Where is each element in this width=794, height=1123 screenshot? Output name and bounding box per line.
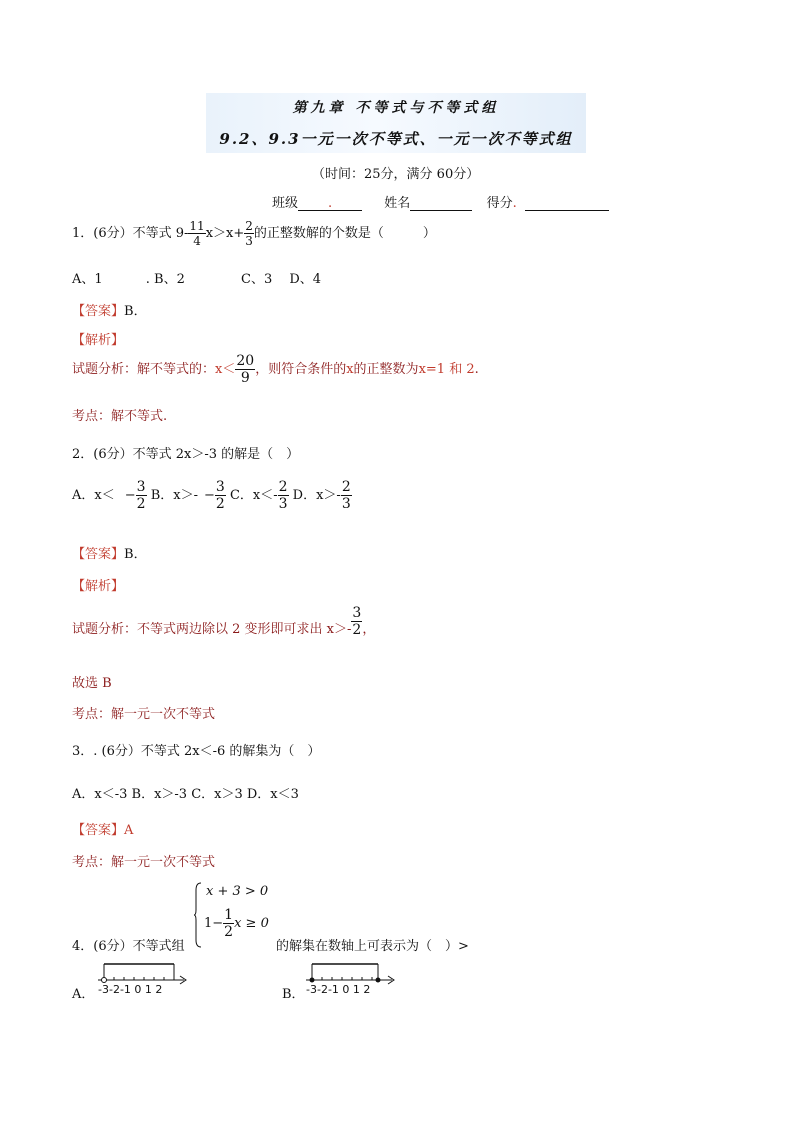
q2-option-b: B．x＞-	[146, 488, 198, 503]
q3-answer-value: A	[124, 823, 134, 838]
q1-answer	[72, 300, 147, 319]
q3-answer	[72, 819, 133, 838]
score-label: 得分	[486, 196, 513, 211]
q4-option-b-label: B．	[282, 987, 305, 1002]
q1-frac2-den: 3	[245, 234, 253, 248]
tick-label: -3	[98, 983, 109, 996]
score-blank[interactable]	[525, 196, 609, 211]
q1-fraction-2	[244, 220, 254, 247]
q4-stem-suffix: 的解集在数轴上可表示为（ ）>	[276, 939, 469, 954]
q2-option-b-neg: −	[203, 488, 215, 503]
q1-answer-value: B．	[124, 304, 147, 319]
closed-dot-b-left	[310, 978, 315, 983]
q1-frac1-den: 4	[193, 234, 201, 248]
tick-label: -1	[327, 983, 339, 996]
tick-label: -1	[119, 983, 131, 996]
q2-answer-value: B．	[124, 547, 147, 562]
tick-label: 1	[144, 983, 152, 996]
q1-analysis-end: .	[474, 362, 479, 377]
q2-option-d-fraction	[341, 480, 352, 511]
q4-stem-prefix: 4．(6分）不等式组	[72, 939, 185, 954]
q1-analysis-suffix-1: ，则符合条件的	[255, 362, 347, 377]
q1-answer-tag: 【答案】	[72, 304, 125, 319]
q3-point: 考点：解一元一次不等式	[72, 855, 216, 870]
q4-option-a-label: A．	[72, 987, 95, 1002]
q2-option-d-den: 3	[341, 496, 351, 512]
q2-analysis-fraction	[351, 606, 362, 637]
q1-prefix: 1．(6分）不等式 9-	[72, 226, 189, 241]
closed-dot-b-right	[376, 978, 381, 983]
q1-fraction-1	[188, 220, 205, 247]
q1-analysis-values: x=1 和 2	[418, 362, 475, 377]
open-dot-a	[102, 978, 107, 983]
q1-analysis-suffix-2: 的正整数为	[353, 362, 419, 377]
q1-analysis-frac-den: 9	[240, 370, 250, 386]
q2-analysis	[72, 606, 375, 637]
q1-analysis-var: x＜	[215, 362, 236, 377]
q1-frac2-num: 2	[245, 219, 253, 233]
info-line	[272, 192, 609, 211]
q1-stem	[72, 220, 436, 247]
q1-frac1-num: 11	[189, 219, 205, 233]
name-blank[interactable]	[410, 196, 472, 211]
q2-option-d-num: 2	[341, 479, 351, 495]
q2-answer-tag: 【答案】	[72, 547, 125, 562]
class-label: 班级	[272, 196, 299, 211]
q2-option-a: A．x＜	[72, 488, 115, 503]
q1-analysis-tag: 【解析】	[72, 333, 125, 348]
tick-label: 0	[134, 983, 142, 996]
tick-label: -3	[306, 983, 317, 996]
q1-mid: x＞x+	[205, 226, 245, 241]
time-info: （时间：25分，满分 60分）	[312, 167, 480, 182]
q2-options	[72, 480, 352, 511]
tick-label: -2	[108, 983, 120, 996]
q2-option-c-fraction	[278, 480, 289, 511]
q4-ticks-b	[306, 983, 370, 996]
q2-analysis-end: ，	[362, 622, 376, 637]
q1-analysis-x: x	[346, 362, 354, 377]
q1-analysis-prefix: 试题分析：解不等式的：	[72, 362, 216, 377]
q2-option-c-num: 2	[278, 479, 288, 495]
section-title: 9.2、9.3一元一次不等式、一元一次不等式组	[219, 130, 573, 148]
q2-analysis-frac-den: 2	[352, 622, 362, 638]
q3-stem: 3．. (6分）不等式 2x＜-6 的解集为（ ）	[72, 744, 321, 759]
tick-label: 2	[155, 983, 163, 996]
chapter-title: 第九章 不等式与不等式组	[292, 100, 500, 116]
tick-label: -2	[316, 983, 328, 996]
q2-option-b-den: 2	[215, 496, 225, 512]
q1-analysis-fraction	[235, 354, 255, 385]
q2-option-a-den: 2	[136, 496, 146, 512]
q4-sys-frac-den: 2	[224, 924, 234, 940]
q1-analysis	[72, 354, 479, 385]
q4-sys-line2-post: x ≥ 0	[234, 916, 269, 931]
q4-sys-line2-pre: 1−	[204, 916, 224, 931]
q2-point: 考点：解一元一次不等式	[72, 707, 216, 722]
q4-system-fraction	[223, 908, 234, 939]
q4-sys-frac-num: 1	[224, 907, 234, 923]
q1-options: A、1 . B、2 C、3 D、4	[72, 272, 322, 287]
q2-option-b-num: 3	[215, 479, 225, 495]
q2-choose: 故选 B	[72, 676, 112, 691]
name-label: 姓名	[384, 196, 411, 211]
q4-system-line1: x + 3 > 0	[206, 884, 269, 899]
q2-analysis-tag: 【解析】	[72, 579, 125, 594]
tick-label: 0	[342, 983, 350, 996]
q1-analysis-frac-num: 20	[236, 353, 255, 369]
q2-option-a-num: 3	[136, 479, 146, 495]
score-dot: .	[512, 196, 517, 211]
q2-option-a-neg: −	[124, 488, 136, 503]
q2-answer	[72, 543, 147, 562]
q2-option-b-fraction	[215, 480, 226, 511]
q2-option-a-fraction	[136, 480, 147, 511]
q2-option-d: D．x＞-	[288, 488, 341, 503]
q4-ticks-a	[98, 983, 162, 996]
class-blank[interactable]	[298, 196, 362, 211]
q2-option-c: C．x＜-	[225, 488, 278, 503]
q3-options: A．x＜-3 B．x＞-3 C．x＞3 D．x＜3	[72, 787, 299, 802]
q2-analysis-prefix: 试题分析：不等式两边除以 2 变形即可求出 x＞-	[72, 622, 352, 637]
system-brace	[194, 882, 202, 948]
q3-answer-tag: 【答案】	[72, 823, 125, 838]
class-blank-mark: .	[327, 196, 333, 211]
q4-system-line2	[204, 908, 269, 939]
q2-stem: 2．(6分）不等式 2x＞-3 的解是（ ）	[72, 447, 300, 462]
tick-label: 2	[363, 983, 371, 996]
q2-option-c-den: 3	[278, 496, 288, 512]
q2-analysis-frac-num: 3	[352, 605, 362, 621]
q1-point: 考点：解不等式.	[72, 409, 168, 424]
q1-suffix: 的正整数解的个数是（ ）	[253, 226, 436, 241]
tick-label: 1	[352, 983, 360, 996]
